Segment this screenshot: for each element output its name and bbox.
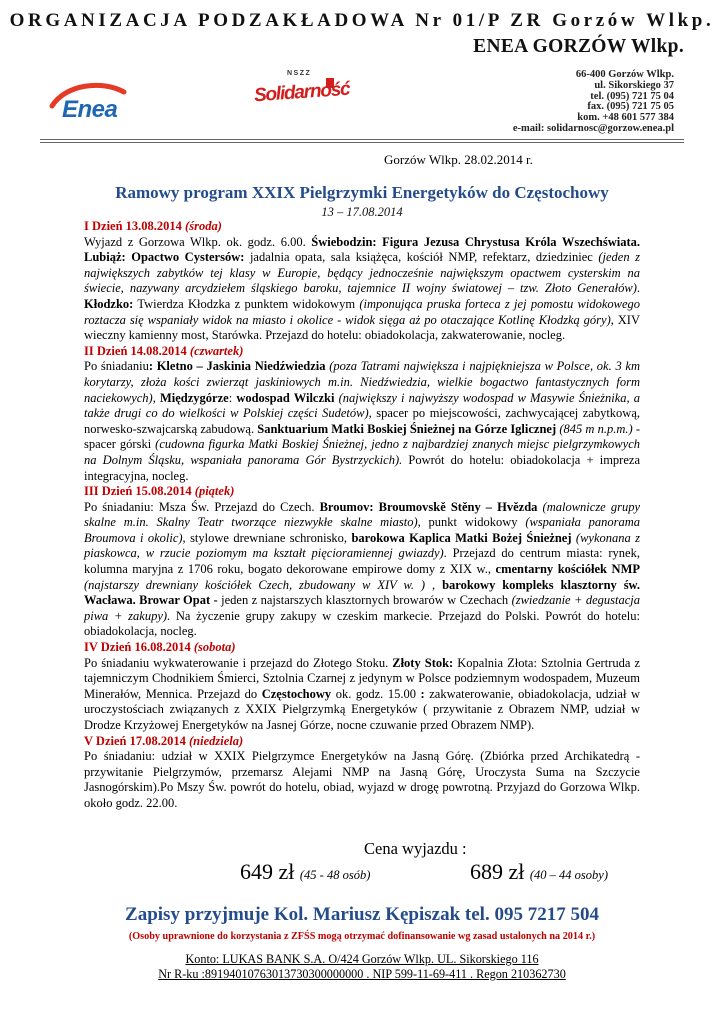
day-text-segment: , punkt widokowy bbox=[417, 515, 526, 530]
day-text-segment: : Kletno – Jaskinia Niedźwiedzia bbox=[148, 359, 326, 374]
contact-email[interactable]: e-mail: solidarnosc@gorzow.enea.pl bbox=[512, 122, 674, 134]
signup-note: (Osoby uprawnione do korzystania z ZFŚS mogą otrzymać dofinansowanie wg zasad ustalonych na 2014 r.) bbox=[128, 931, 596, 942]
day-heading-weekday: (sobota) bbox=[193, 640, 236, 655]
header-divider bbox=[40, 139, 684, 140]
bank-numbers-line: Nr R-ku :89194010763013730300000000 . NIP 599-11-69-411 . Regon 210362730 bbox=[158, 967, 566, 981]
day-heading bbox=[84, 484, 640, 500]
day-text-segment: (zwiedzanie + degustacja piwa + zakupy) bbox=[84, 593, 640, 623]
day-text-segment: Międzygórze bbox=[159, 390, 229, 405]
document-dates: 13 – 17.08.2014 bbox=[321, 205, 403, 219]
contact-fax: fax. (095) 721 75 05 bbox=[587, 101, 674, 113]
contact-block bbox=[513, 70, 674, 135]
price-label: Cena wyjazdu : bbox=[364, 839, 467, 858]
price-2-value: 689 zł bbox=[470, 859, 525, 884]
day-text-segment: . bbox=[636, 281, 640, 296]
contact-tel: tel. (095) 721 75 04 bbox=[590, 90, 674, 102]
document-title: Ramowy program XXIX Pielgrzymki Energetyków do Częstochowy bbox=[115, 183, 609, 202]
day-text-segment: Złoty Stok: bbox=[392, 655, 454, 670]
day-heading-date: I Dzień 13.08.2014 bbox=[84, 219, 186, 233]
day-text-segment: (malownicze grupy skalne m.in. Skalny Teatr tworzące niezwykłe skalne miasto) bbox=[84, 499, 640, 530]
day-description bbox=[84, 500, 640, 640]
day-text-segment: Po śniadaniu wykwaterowanie i przejazd do Złotego Stoku. bbox=[84, 655, 393, 670]
day-text-segment: spacer po miejscowości, zachwycającej zabytkową, norwesko-szwajcarską zabudową. bbox=[84, 406, 641, 436]
day-text-segment: jadalnia opata, sala książęca, kościół NMP, refektarz, dziedziniec bbox=[244, 250, 599, 265]
day-text-segment: (845 m n.p.m.) bbox=[559, 421, 633, 436]
day-heading bbox=[84, 344, 640, 360]
day-text-segment: - spacer górski bbox=[84, 421, 640, 452]
price-option-1 bbox=[240, 859, 370, 885]
day-heading-date: IV Dzień 16.08.2014 bbox=[84, 640, 194, 655]
contact-city: 66-400 Gorzów Wlkp. bbox=[575, 69, 674, 80]
day-text-segment: Wyjazd z Gorzowa Wlkp. ok. godz. 6.00. bbox=[84, 234, 312, 249]
day-text-segment: jeden z najstarszych klasztornych browarów w Czechach bbox=[217, 593, 512, 608]
day-text-segment: zakwaterowanie, obiadokolacja, udział w uroczystościach związanych z XXIX Pielgrzymką Energetyków ( przywitanie z Obrazem NMP, udział w Drodze Krzyżowej Energetyków na Jasnej Górze, nocne czuwanie przed Obrazem NMP). bbox=[84, 686, 640, 732]
day-text-segment: (poza Tatrami największa i najpiękniejsza w Polsce, ok. 3 km korytarzy, złoża kości zwierząt jaskiniowych m.in. Niedźwiedzia, wielkie bogactwo fantastycznych form naciekowych), bbox=[84, 359, 640, 405]
day-text-segment: stylowe drewniane schronisko, bbox=[185, 530, 352, 545]
day-text-segment: (największy i najwyższy wodospad w Masywie Śnieżnika, a także drugi co do wielkości w Polskiej części Sudetów), bbox=[84, 390, 641, 421]
day-text-segment: : bbox=[420, 686, 425, 701]
price-1-value: 649 zł bbox=[240, 859, 295, 884]
contact-mobile: kom. +48 601 577 384 bbox=[577, 112, 674, 124]
day-text-segment: (najstarszy drewniany kościółek Czech, zbudowany w XIV w. ) bbox=[84, 577, 426, 592]
day-text-segment: Po śniadaniu: udział w XXIX Pielgrzymce Energetyków na Jasną Górę. (Zbiórka przed Archikatedrą -przywitanie Pielgrzymów, przemarsz Alejami NMP na Jasną Górę, Uroczysta Suma na Szczycie Jasnogórskim).Po Mszy Św. powrót do hotelu, obiad, wyjazd w drogę powrotną. Przyjazd do Gorzowa Wlkp. około godz. 22.00. bbox=[84, 749, 640, 810]
bank-account-line: Konto: LUKAS BANK S.A. O/424 Gorzów Wlkp. UL. Sikorskiego 116 bbox=[185, 952, 539, 966]
day-heading-weekday: (niedziela) bbox=[188, 733, 244, 748]
day-heading-date: III Dzień 15.08.2014 bbox=[84, 484, 195, 499]
program-body bbox=[84, 219, 640, 812]
day-text-segment: Po śniadaniu: Msza Św. Przejazd do Czech. bbox=[84, 499, 320, 514]
day-text-segment: (wspaniała panorama Broumova i okolic), bbox=[84, 515, 641, 545]
enea-logo-text: Enea bbox=[62, 96, 118, 123]
day-text-segment: Kłodzko: bbox=[84, 296, 134, 311]
company-title: ENEA GORZÓW Wlkp. bbox=[473, 36, 684, 57]
day-heading bbox=[84, 734, 640, 750]
day-text-segment: . Przejazd do centrum miasta: rynek, kolumna maryjna z 1706 roku, bogato dekorowane empirowe domy z XIX w., bbox=[84, 546, 640, 577]
day-text-segment: Broumov: Broumovskě Stěny – Hvězda bbox=[319, 499, 538, 514]
day-heading-date: V Dzień 17.08.2014 bbox=[84, 733, 189, 748]
day-text-segment: Świebodzin: Figura Jezusa Chrystusa Króla Wszechświata. Lubiąż: Opactwo Cystersów: bbox=[84, 234, 641, 265]
day-text-segment: (imponująca pruska forteca z jej pomostu widokowego roztacza się wspaniały widok na miasto i okolice - widok sięga aż po otaczające Kotlinę Kłodzką góry), bbox=[84, 296, 640, 327]
day-text-segment: (jeden z największych zabytków tej klasy w Europie, będący jednocześnie największym opactwem cysterskim na świecie, nazywany arcydziełem śląskiego baroku, tajemnice II wojny światowej – tzw. Złoto Generałów) bbox=[84, 250, 640, 296]
day-description bbox=[84, 749, 640, 811]
day-text-segment: (wykonana z piaskowca, w rzucie poziomym ma kształt pięcioramiennej gwiazdy) bbox=[84, 530, 641, 561]
day-text-segment: , bbox=[425, 577, 443, 592]
day-heading-weekday: (piątek) bbox=[194, 484, 235, 499]
document-date: Gorzów Wlkp. 28.02.2014 r. bbox=[384, 152, 533, 167]
price-option-2 bbox=[470, 859, 608, 885]
nszz-logo-text: NSZZ bbox=[287, 70, 312, 77]
day-heading-weekday: (czwartek) bbox=[189, 343, 244, 358]
day-description bbox=[84, 235, 640, 344]
organization-title: ORGANIZACJA PODZAKŁADOWA Nr 01/P ZR Gorzów Wlkp. bbox=[9, 10, 715, 31]
day-text-segment: Powrót do hotelu: obiadokolacja + impreza integracyjna, nocleg. bbox=[84, 452, 640, 483]
day-heading-weekday: (środa) bbox=[185, 219, 222, 233]
day-text-segment: barokowa Kaplica Matki Bożej Śnieżnej bbox=[351, 530, 572, 545]
header-divider-2 bbox=[40, 142, 684, 143]
day-text-segment: Twierdza Kłodzka z punktem widokowym bbox=[133, 296, 360, 311]
day-text-segment: Kopalnia Złota: Sztolnia Gertruda z tajemniczym Chodnikiem Śmierci, Sztolnia Czarnej z jedynym w Polsce podziemnym wodospadem, Muzeum Minerałów, Mennica. Przejazd do bbox=[84, 655, 640, 701]
day-text-segment: ok. godz. 15.00 bbox=[331, 686, 421, 701]
day-text-segment: (cudowna figurka Matki Boskiej Śnieżnej, jedno z najbardziej znanych miejsc pielgrzymkowych na Dolnym Śląsku, wspaniała panorama Gór Bystrzyckich). bbox=[84, 437, 640, 467]
day-text-segment: . Na życzenie grupy zakupy w czeskim markecie. Przejazd do Polski. Powrót do hotelu: obiadokolacja, nocleg. bbox=[84, 608, 640, 639]
day-text-segment: : bbox=[228, 390, 237, 405]
day-description bbox=[84, 359, 640, 484]
day-description bbox=[84, 656, 640, 734]
price-1-note: (45 - 48 osób) bbox=[299, 868, 371, 882]
day-text-segment: wodospad Wilczki bbox=[236, 390, 335, 405]
day-text-segment: Po śniadaniu bbox=[84, 359, 149, 374]
day-heading bbox=[84, 640, 640, 656]
day-heading-date: II Dzień 14.08.2014 bbox=[84, 343, 190, 358]
day-text-segment: barokowy kompleks klasztorny św. Wacława. Browar Opat - bbox=[84, 577, 641, 608]
day-text-segment: XIV wieczny kamienny most, Starówka. Przejazd do hotelu: obiadokolacja, zakwaterowanie, nocleg. bbox=[84, 312, 640, 343]
signup-title: Zapisy przyjmuje Kol. Mariusz Kępiszak tel. 095 7217 504 bbox=[125, 904, 599, 925]
day-text-segment: Sanktuarium Matki Boskiej Śnieżnej na Górze Iglicznej bbox=[257, 421, 557, 436]
solidarnosc-logo-text: Solidarność bbox=[253, 78, 351, 107]
price-2-note: (40 – 44 osoby) bbox=[529, 868, 609, 882]
day-heading bbox=[84, 219, 640, 235]
day-text-segment: Częstochowy bbox=[261, 686, 332, 701]
contact-street: ul. Sikorskiego 37 bbox=[594, 79, 674, 91]
day-text-segment: cmentarny kościółek NMP bbox=[495, 562, 640, 577]
